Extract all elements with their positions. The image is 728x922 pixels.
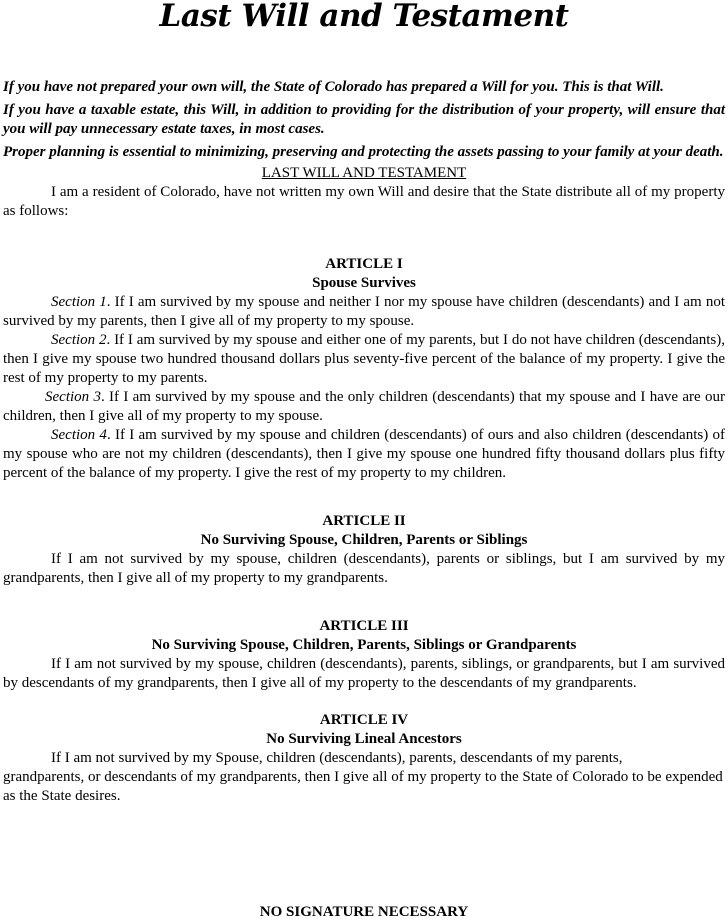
article-4-text-line-1: If I am not survived by my Spouse, children (descendants), parents, descendants of my parents, [51,750,623,766]
article-3-text: If I am not survived by my spouse, children (descendants), parents, siblings, or grandparents, but I am survived by descendants of my grandparents, then I give all of my property to the descendants of my grandparents. [3,656,725,691]
document-title: Last Will and Testament [159,0,569,34]
intro-paragraph-3: Proper planning is essential to minimizing, preserving and protecting the assets passing to your family at your death. [3,144,724,160]
article-4-text-line-2: grandparents, or descendants of my grandparents, then I give all of my property to the State of Colorado to be expended as the State desires. [3,769,723,804]
article-1-section-4 [3,426,725,483]
article-2-number: ARTICLE II [322,513,406,529]
will-heading: LAST WILL AND TESTAMENT [261,165,467,181]
article-4-number: ARTICLE IV [319,712,409,728]
article-4 [3,711,725,806]
article-2-subtitle: No Surviving Spouse, Children, Parents or Siblings [200,532,528,548]
no-signature-note: NO SIGNATURE NECESSARY [259,904,469,920]
article-1-section-1 [3,293,725,331]
section-1-label: Section 1 [51,294,107,310]
section-3-label: Section 3 [45,389,101,405]
section-2-text: . If I am survived by my spouse and either one of my parents, but I do not have children (descendants), then I give my spouse two hundred thousand dollars plus seventy-five percent of the balance of my property. I give the rest of my property to my parents. [3,332,725,386]
section-4-text: . If I am survived by my spouse and children (descendants) of ours and also children (descendants) of my spouse who are not my children (descendants), then I give my spouse one hundred fifty thousand dollars plus fifty percent of the balance of my property. I give the rest of my property to my children. [3,427,725,481]
article-1-section-3 [3,388,725,426]
section-4-label: Section 4 [51,427,107,443]
preamble-paragraph: I am a resident of Colorado, have not written my own Will and desire that the State distribute all of my property as follows: [3,184,725,219]
article-2 [3,512,725,588]
article-1-section-2 [3,331,725,388]
article-3-number: ARTICLE III [319,618,409,634]
section-2-label: Section 2 [51,332,107,348]
article-1-number: ARTICLE I [325,256,403,272]
article-1 [3,255,725,483]
article-4-subtitle: No Surviving Lineal Ancestors [266,731,462,747]
article-2-text: If I am not survived by my spouse, children (descendants), parents or siblings, but I am survived by my grandparents, then I give all of my property to my grandparents. [3,551,725,586]
article-1-subtitle: Spouse Survives [312,275,416,291]
article-3-subtitle: No Surviving Spouse, Children, Parents, Siblings or Grandparents [151,637,577,653]
article-3 [3,617,725,693]
intro-paragraph-2: If you have a taxable estate, this Will, in addition to providing for the distribution of your property, will ensure that you will pay unnecessary estate taxes, in most cases. [3,102,725,137]
section-1-text: . If I am survived by my spouse and neither I nor my spouse have children (descendants) and I am not survived by my parents, then I give all of my property to my spouse. [3,294,725,329]
section-3-text: . If I am survived by my spouse and the only children (descendants) that my spouse and I have are our children, then I give all of my property to my spouse. [3,389,725,424]
intro-paragraph-1: If you have not prepared your own will, the State of Colorado has prepared a Will for you. This is that Will. [3,79,664,95]
